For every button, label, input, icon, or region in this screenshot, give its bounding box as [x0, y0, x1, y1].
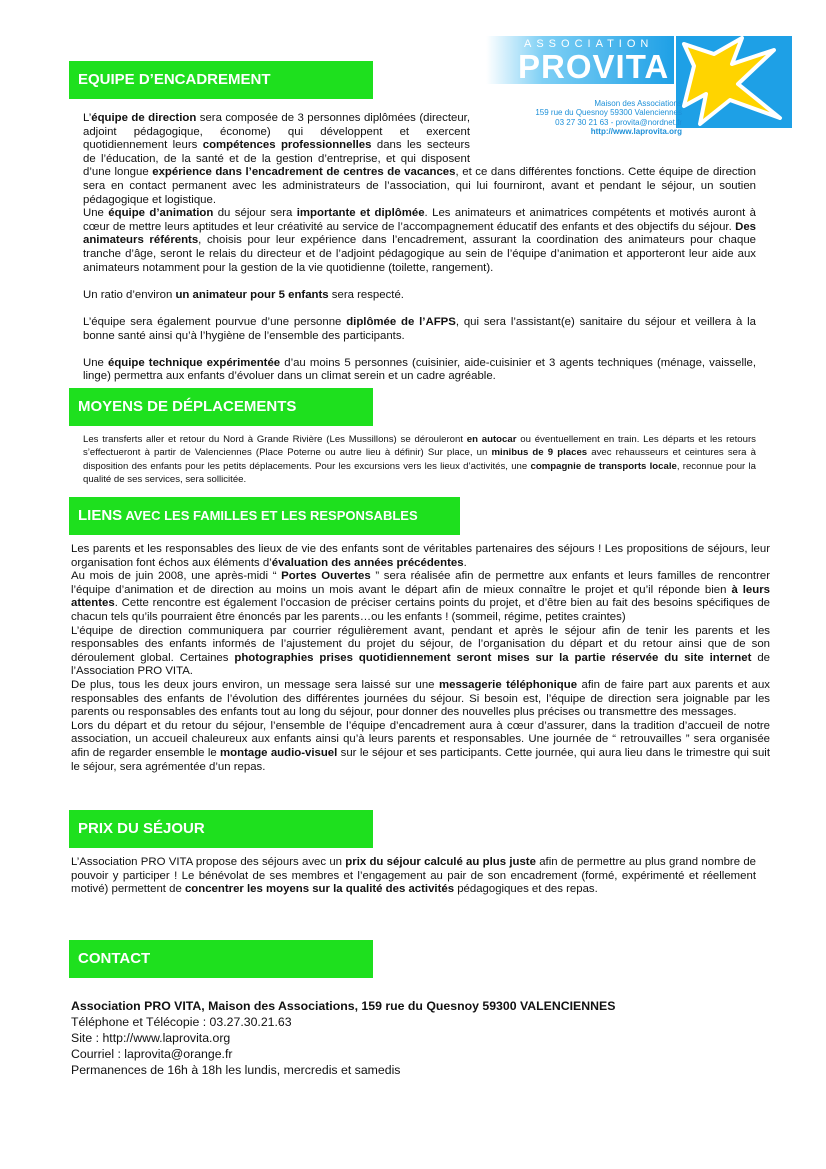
- paragraph: Un ratio d’environ un animateur pour 5 enfants sera respecté.: [83, 288, 404, 301]
- paragraph: L’équipe de direction communiquera par courrier régulièrement avant, pendant et après le séjour afin de tenir les parents et les responsables des enfants informés de l’ajustement du projet du séjour, de l’organisation du départ et du retour ainsi que de son déroulement global. Certaines photographies prises quotidiennement seront mises sur la partie réservée du site internet de l’Association PRO VITA.: [71, 624, 770, 678]
- section-title-deplacements: MOYENS DE DÉPLACEMENTS: [69, 388, 373, 426]
- section-title-encadrement: EQUIPE D’ENCADREMENT: [69, 61, 373, 99]
- bold-run: messagerie téléphonique: [438, 678, 578, 691]
- logo-float-spacer: [470, 112, 756, 166]
- bold-run: compagnie de transports locale: [530, 460, 677, 472]
- contact-address: Association PRO VITA, Maison des Associations, 159 rue du Quesnoy 59300 VALENCIENNES: [71, 999, 616, 1013]
- bold-run: un animateur pour 5 enfants: [175, 288, 329, 301]
- bold-run: montage audio-visuel: [220, 746, 338, 759]
- paragraph: Une équipe technique expérimentée d’au moins 5 personnes (cuisinier, aide-cuisinier et 3 agents techniques (ménage, vaisselle, linge) permettra aux enfants d’évoluer dans un climat serein et un cadre agréable.: [83, 356, 757, 383]
- logo-association-text: ASSOCIATION: [524, 38, 654, 50]
- bold-run: importante et diplômée: [296, 207, 425, 220]
- paragraph: De plus, tous les deux jours environ, un message sera laissé sur une messagerie téléphonique afin de faire part aux parents et aux responsables des enfants de l’évolution des différentes journées du séjour. Si besoin est, l’équipe de direction sera joignable par les parents ou responsables des enfants tout au long du séjour, pour donner des nouvelles plus précises ou transmettre des messages.: [71, 678, 770, 719]
- bold-run: photographies prises quotidiennement seront mises sur la partie réservée du site internet: [234, 651, 752, 664]
- bold-run: équipe technique expérimentée: [108, 356, 281, 369]
- logo-website[interactable]: http://www.laprovita.org: [590, 127, 682, 137]
- contact-hours: Permanences de 16h à 18h les lundis, mercredis et samedis: [71, 1063, 401, 1077]
- bold-run: expérience dans l’encadrement de centres de vacances: [152, 166, 456, 179]
- bold-run: à leurs attentes: [71, 583, 770, 610]
- logo-name: PROVITA: [518, 48, 670, 85]
- section-title-liens-main: LIENS: [78, 507, 123, 524]
- paragraph: L’Association PRO VITA propose des séjours avec un prix du séjour calculé au plus juste afin de permettre au plus grand nombre de pouvoir y participer ! Le bénévolat de ses membres et l’engagement au pair de son encadrement (formé, expérimenté et réellement motivé) permettent de concentrer les moyens sur la qualité des activités pédagogiques et des repas.: [71, 856, 757, 896]
- paragraph: Une équipe d’animation du séjour sera importante et diplômée. Les animateurs et animatrices compétents et motivés auront à cœur de mettre leurs aptitudes et leur créativité au service de l’accompagnement éducatif des enfants et des objectifs du séjour. Des animateurs référents, choisis pour leur expérience dans l’encadrement, assurant la coordination des animateurs pour chaque tranche d’âge, seront le relais du directeur et de l’adjoint pédagogique au sein de l’équipe d’animation et apporteront leur aide aux animateurs notamment pour la gestion de la vie quotidienne (toilette, rangement).: [83, 207, 756, 274]
- bold-run: prix du séjour calculé au plus juste: [345, 856, 536, 868]
- bold-run: équipe d’animation: [108, 207, 214, 220]
- bold-run: diplômée de l’AFPS: [346, 315, 456, 328]
- bold-run: en autocar: [466, 434, 517, 445]
- section-encadrement-body: [83, 112, 756, 384]
- section-title-liens: [69, 497, 460, 535]
- paragraph: L’équipe de direction sera composée de 3 personnes diplômées (directeur, adjoint pédagogique, économe) qui développent et exercent quotidiennement leurs compétences professionnelles dans les secteurs de l’éducation, de la santé et de la gestion d’entreprise, et qui disposent d’une longue expérience dans l’encadrement de centres de vacances, et ce dans différentes fonctions. Cette équipe de direction sera en contact permanent avec les administrateurs de l’association, qui lui fourniront, avant et pendant le séjour, un soutien pédagogique et logistique.: [83, 112, 756, 206]
- bold-run: équipe de direction: [91, 112, 197, 124]
- logo-address-line: 159 rue du Quesnoy 59300 Valenciennes: [535, 108, 682, 118]
- bold-run: Des animateurs référents: [83, 220, 756, 247]
- paragraph: Lors du départ et du retour du séjour, l’ensemble de l’équipe d’encadrement aura à cœur d’assurer, dans la tradition d’accueil de notre association, un accueil chaleureux aux enfants ainsi qu’à leurs parents et responsables. Une journée de “ retrouvailles ” sera organisée afin de regarder ensemble le montage audio-visuel sur le séjour et ses participants. Cette journée, qui aura lieu dans le trimestre qui suit le séjour, sera agrémentée d’un repas.: [71, 719, 770, 773]
- section-deplacements-body: [83, 433, 756, 487]
- section-title-contact: CONTACT: [69, 940, 373, 978]
- contact-website[interactable]: Site : http://www.laprovita.org: [71, 1031, 231, 1045]
- paragraph: L’équipe sera également pourvue d’une personne diplômée de l’AFPS, qui sera l’assistant(e) sanitaire du séjour et veillera à la bonne santé ainsi qu’à l’hygiène de l’ensemble des participants.: [83, 315, 756, 342]
- contact-phone: Téléphone et Télécopie : 03.27.30.21.63: [71, 1015, 292, 1029]
- section-liens-body: [71, 543, 770, 774]
- paragraph: Les transferts aller et retour du Nord à Grande Rivière (Les Mussillons) se dérouleront en autocar ou éventuellement en train. Les départs et les retours s’effectueront à partir de Valenciennes (Place Poterne ou autre lieu à définir) Sur place, un minibus de 9 places avec rehausseurs et ceintures sera à disposition des enfants pour les petits déplacements. Pour les excursions vers les lieux d’activités, une compagnie de transports locale, reconnue pour la qualité de ses services, sera sollicitée.: [83, 434, 756, 486]
- contact-block: [71, 998, 615, 1078]
- bold-run: Portes Ouvertes: [281, 570, 371, 583]
- section-title-prix: PRIX DU SÉJOUR: [69, 810, 373, 848]
- bold-run: évaluation des années précédentes: [271, 556, 464, 569]
- section-prix-body: [71, 856, 756, 897]
- section-title-liens-rest: AVEC LES FAMILLES ET LES RESPONSABLES: [122, 508, 418, 523]
- paragraph: Au mois de juin 2008, une après-midi “ Portes Ouvertes ” sera réalisée afin de permettre aux enfants et leurs familles de rencontrer l’équipe d’animation et de direction au moins un mois avant le départ afin de mieux connaître le projet et qu’il réponde bien à leurs attentes. Cette rencontre est également l’occasion de préciser certains points du projet, et d’être bien au fait des besoins spécifiques de chacun tels qu’ils pourraient être énoncés par les parents…ou les enfants ! (sommeil, régime, petites craintes): [71, 570, 770, 623]
- bold-run: minibus de 9 places: [491, 447, 588, 459]
- logo-address-line: 03 27 30 21 63 - provita@nordnet.fr: [555, 117, 682, 127]
- bold-run: compétences professionnelles: [202, 139, 372, 152]
- logo-address-line: Maison des Associations: [594, 99, 682, 108]
- paragraph: Les parents et les responsables des lieux de vie des enfants sont de véritables partenaires des séjours ! Les propositions de séjours, leur organisation font échos aux éléments d’évaluation des années précédentes.: [71, 543, 770, 569]
- contact-email[interactable]: Courriel : laprovita@orange.fr: [71, 1047, 233, 1061]
- bold-run: concentrer les moyens sur la qualité des activités: [184, 883, 455, 896]
